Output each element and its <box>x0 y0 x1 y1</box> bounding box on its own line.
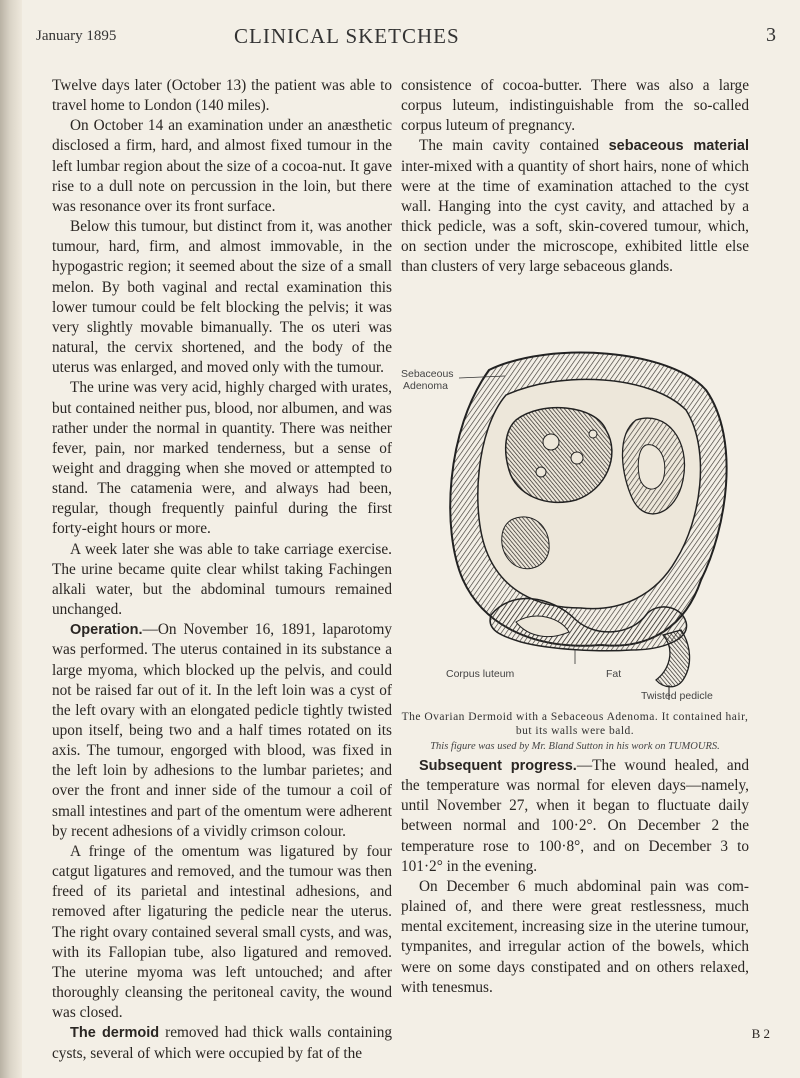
paragraph: On December 6 much abdominal pain was com-plained of, and there were great restlessness, much mental excitement, increasing size in the uterine tumour, tympanites, and irregular action of the bowels, which were on some days constipated and on others relaxed, with tenesmus. <box>401 877 749 996</box>
paragraph: On October 14 an examination under an anæsthetic disclosed a firm, hard, and almost fixed tumour in the left lumbar region about the size of a cocoa-nut. It gave rise to a dull note on percussion in the loin, but there was resonance over its front surface. <box>52 117 392 215</box>
dermoid-paragraph <box>52 1023 392 1063</box>
paragraph: A week later she was able to take carriage exercise. The urine became quite clear whilst taking Fachingen alkali water, but the abdominal tumours remained unchanged. <box>52 540 392 619</box>
label-fat: Fat <box>606 668 622 680</box>
running-header <box>36 24 776 46</box>
figure-caption <box>401 710 749 752</box>
label-sebaceous: Sebaceous <box>401 368 454 380</box>
operation-text: —On November 16, 1891, laparotomy was performed. The uterus contained in its substance a large myoma, which blocked up the pelvis, and could not be raised far out of it. In the left loin was a cyst of the left ovary with an elongated pedicle tightly twisted upon itself, being two and a half times rotated on its axis. The tumour, engorged with blood, was fixed in the left loin by adhesions to the lumbar parietes; and over the front and inner side of the tumour a coil of small intestines and part of the omentum were adherent by recent adhesions of a vividly crimson colour. <box>52 621 392 840</box>
dermoid-illustration <box>401 350 749 710</box>
book-spine-shadow <box>0 0 22 1078</box>
label-twisted-pedicle: Twisted pedicle <box>641 690 713 702</box>
progress-text: —The wound healed, and the temperature was normal for eleven days—namely, until November 27, when it began to fluctuate daily between normal and 100·2°. On December 2 the temperature rose to 100·8°, and on December 3 to 101·2° in the evening. <box>401 757 749 875</box>
header-date: January 1895 <box>36 28 117 44</box>
header-page-number: 3 <box>766 24 776 46</box>
label-corpus-luteum: Corpus luteum <box>446 668 515 680</box>
dermoid-text: removed had thick walls containing cysts, several of which were occupied by fat of the <box>52 1024 393 1062</box>
paragraph: The urine was very acid, highly charged with urates, but contained neither pus, blood, nor albumen, and was rather under the normal in quantity. There was neither fever, pain, nor marked tenderness, but a sense of weight and dragging when she moved or attempted to stand. The catamenia were, and always had been, regular, though frequently painful during the first forty-eight hours or more. <box>52 379 392 538</box>
right-column-lower <box>401 756 749 998</box>
header-title: CLINICAL SKETCHES <box>234 24 460 48</box>
caption-credit: This figure was used by Mr. Bland Sutton in his work on TUMOURS. <box>430 741 720 752</box>
paragraph: A fringe of the omentum was ligatured by four catgut ligatures and removed, and the tumour was then freed of its parietal and intestinal adhesions, and removed after ligaturing the pedicle near the uterus. The right ovary contained several small cysts, and was, with its Fallopian tube, also ligatured and removed. The uterine myoma was left untouched; and after thoroughly cleansing the peritoneal cavity, the wound was closed. <box>52 842 392 1022</box>
caption-title: The Ovarian Dermoid with a Sebaceous Adenoma. It contained hair, but its walls were bald. <box>401 711 749 737</box>
sebaceous-paragraph: The main cavity contained sebaceous material inter-mixed with a quantity of short hairs, none of which were at the time of examination attached to the cyst wall. Hanging into the cyst cavity, and attached by a thick pedicle, was a soft, skin-covered tumour, which, on section under the microscope, exhibited little else than clusters of very large sebaceous glands. <box>401 137 749 276</box>
progress-paragraph <box>401 756 749 877</box>
left-column <box>52 76 392 1064</box>
operation-heading: Operation. <box>70 622 143 639</box>
paragraph: Below this tumour, but distinct from it, was another tumour, hard, firm, and almost immovable, in the hypogastric region; it seemed about the size of a small melon. By both vaginal and rectal examination this lower tumour could be felt blocking the pelvis; it was very slightly movable bimanually. The os uteri was natural, the cervix shortened, and the body of the uterus was enlarged, and moved only with the tumour. <box>52 218 392 377</box>
dermoid-engraving <box>401 350 749 710</box>
signature-mark: B 2 <box>751 1026 770 1041</box>
paragraph: consistence of cocoa-butter. There was also a large corpus luteum, indistinguishable from the so-called corpus luteum of pregnancy. <box>401 77 749 135</box>
operation-paragraph <box>52 620 392 842</box>
right-column <box>401 76 749 278</box>
progress-heading: Subsequent progress. <box>419 758 577 774</box>
sebaceous-highlight: sebaceous material <box>608 138 749 155</box>
dermoid-heading: The dermoid <box>70 1025 160 1042</box>
label-adenoma: Adenoma <box>403 380 448 392</box>
paragraph: Twelve days later (October 13) the patient was able to travel home to London (140 miles). <box>52 77 392 115</box>
